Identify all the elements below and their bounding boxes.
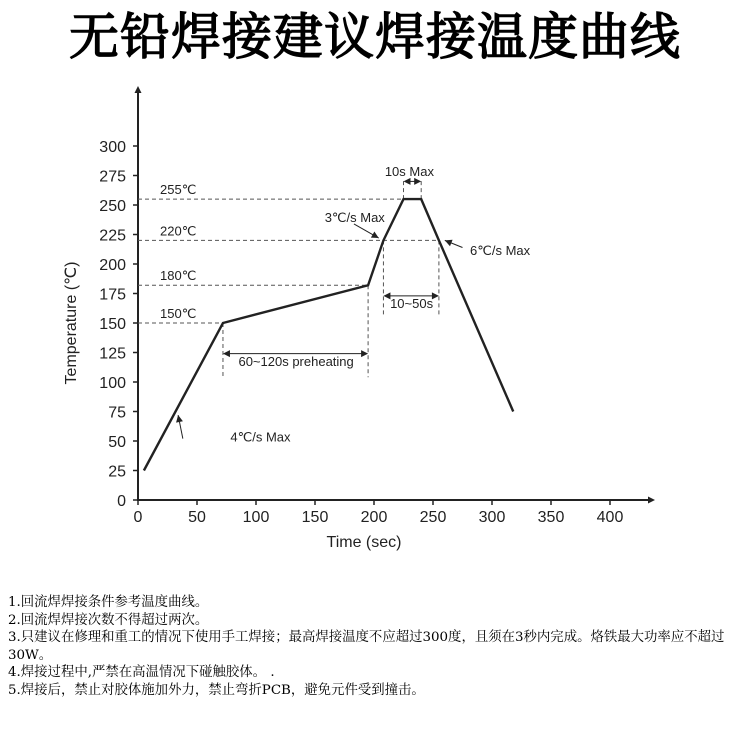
x-tick-label: 400 xyxy=(596,509,624,526)
x-tick-label: 350 xyxy=(537,509,565,526)
y-tick-label: 225 xyxy=(99,227,126,245)
y-tick-label: 25 xyxy=(108,463,126,481)
x-tick-label: 300 xyxy=(478,509,506,526)
preheating-span-arrow-left xyxy=(223,350,230,357)
x-tick-label: 200 xyxy=(360,509,388,526)
y-axis-arrow xyxy=(135,86,142,93)
note-2: 2.回流焊焊接次数不得超过两次。 xyxy=(8,612,209,628)
y-tick-label: 100 xyxy=(99,375,126,392)
y-tick-label: 200 xyxy=(99,257,126,274)
y-tick-label: 275 xyxy=(99,168,126,186)
x-tick-label: 50 xyxy=(188,509,206,526)
reference-line-label: 220℃ xyxy=(160,223,197,239)
pointer-ramp-rate-head xyxy=(176,415,183,423)
note-3: 3.只建议在修理和重工的情况下使用手工焊接；最高焊接温度不应超过300度，且须在3秒内完成。烙铁最大功率应不超过30W。 xyxy=(8,630,725,663)
annotation-cooling-rate: 6℃/s Max xyxy=(470,243,531,259)
page-title: 无铅焊接建议焊接温度曲线 xyxy=(69,7,681,66)
y-tick-label: 250 xyxy=(99,198,126,215)
x-axis-arrow xyxy=(648,497,655,504)
annotation-heating-rate: 3℃/s Max xyxy=(324,209,385,225)
preheating-span-arrow-right xyxy=(361,350,368,357)
x-tick-label: 0 xyxy=(133,509,143,526)
y-tick-label: 0 xyxy=(117,493,126,510)
note-4: 4.焊接过程中,严禁在高温情况下碰触胶体。 . xyxy=(8,665,275,680)
x-tick-label: 100 xyxy=(242,509,270,526)
note-1: 1.回流焊焊接条件参考温度曲线。 xyxy=(8,595,209,610)
x-tick-label: 150 xyxy=(301,509,329,526)
temperature-profile-chart xyxy=(0,80,750,580)
annotation-reflow-time: 10~50s xyxy=(390,296,434,312)
y-tick-label: 175 xyxy=(99,286,126,304)
y-tick-label: 50 xyxy=(108,434,126,451)
reference-line-label: 255℃ xyxy=(160,182,197,198)
y-axis-label: Temperature (℃) xyxy=(63,261,80,385)
note-5: 5.焊接后，禁止对胶体施加外力，禁止弯折PCB，避免元件受到撞击。 xyxy=(8,682,425,698)
y-tick-label: 125 xyxy=(99,345,126,363)
reference-line-label: 150℃ xyxy=(160,306,197,321)
x-axis-label: Time (sec) xyxy=(326,534,402,551)
temperature-curve xyxy=(144,199,513,470)
notes-section xyxy=(8,594,746,699)
reference-line-label: 180℃ xyxy=(160,268,197,284)
y-tick-label: 300 xyxy=(99,139,126,156)
y-tick-label: 150 xyxy=(99,316,126,333)
annotation-ramp-rate: 4℃/s Max xyxy=(230,429,291,445)
y-tick-label: 75 xyxy=(108,404,126,422)
annotation-preheating: 60~120s preheating xyxy=(238,353,354,369)
annotation-peak-time: 10s Max xyxy=(384,163,434,179)
x-tick-label: 250 xyxy=(419,509,447,526)
